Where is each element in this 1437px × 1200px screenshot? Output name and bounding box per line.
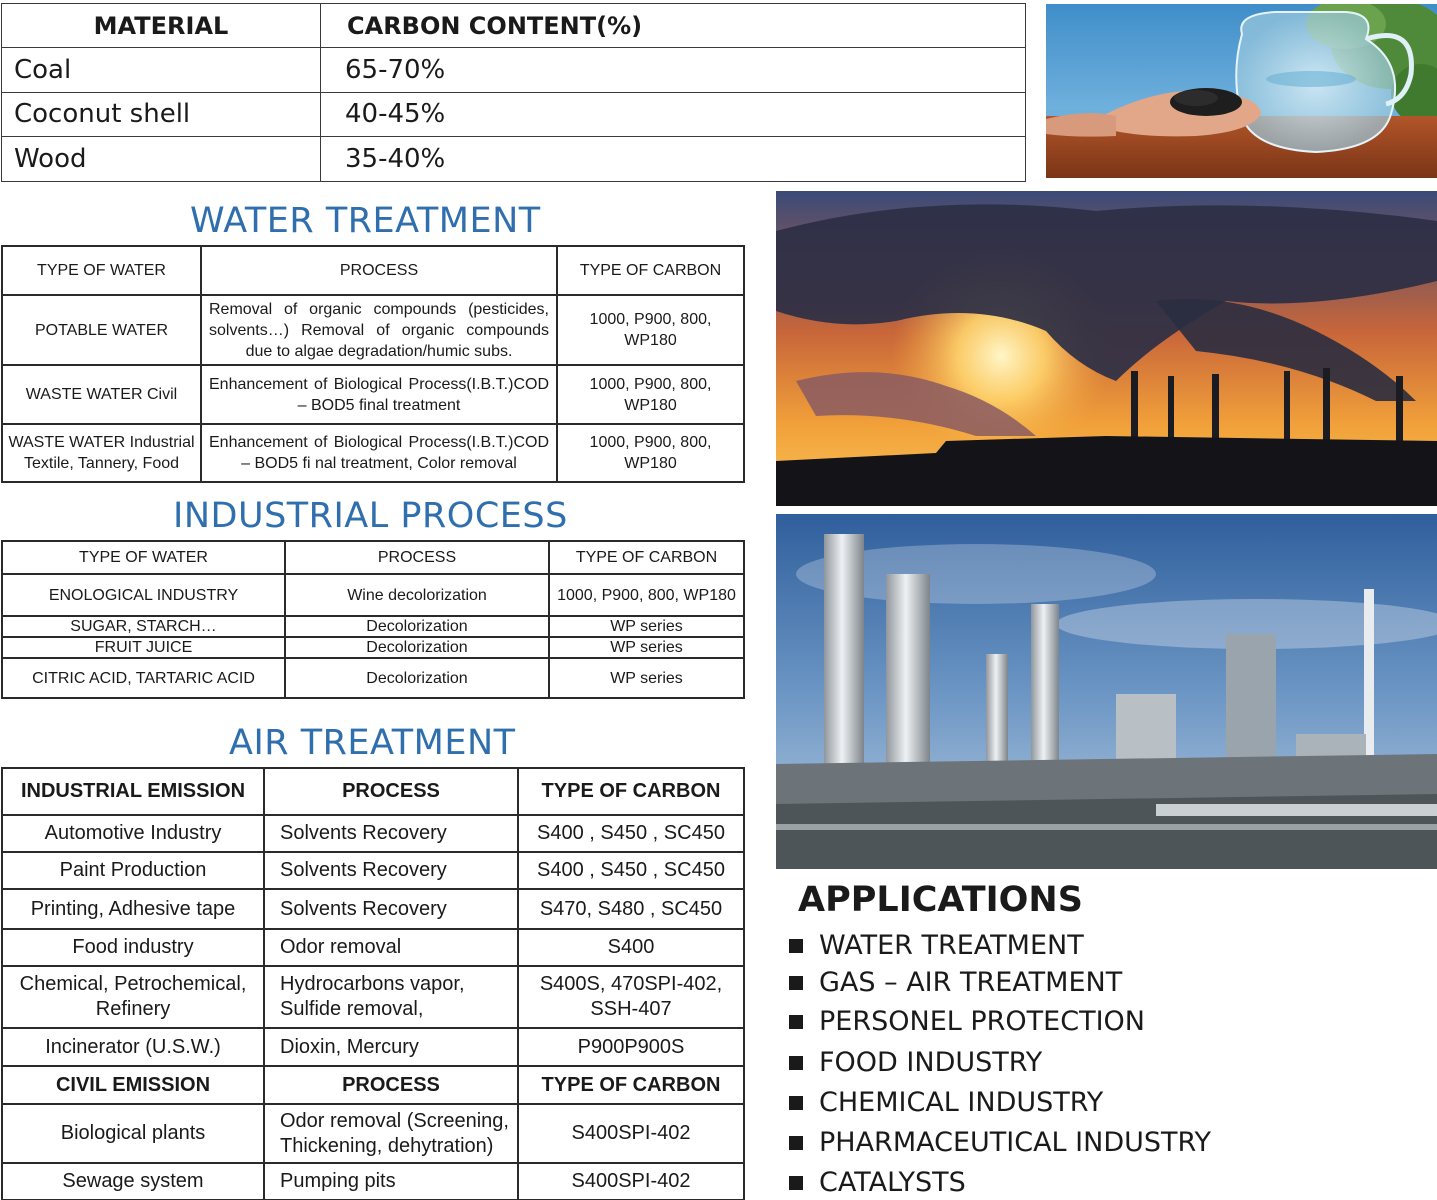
bullet-square-icon	[789, 1015, 803, 1029]
water-carbon-cell: 1000, P900, 800, WP180	[557, 365, 744, 424]
carbon-content-header: CARBON CONTENT(%)	[321, 4, 1026, 48]
industrial-process-cell: Decolorization	[285, 637, 549, 658]
air-process-cell: Solvents Recovery	[264, 815, 518, 852]
table-row	[2, 852, 744, 889]
application-item	[789, 1087, 1103, 1118]
industrial-carbon-cell: WP series	[549, 637, 744, 658]
table-row	[2, 48, 1026, 93]
industrial-type-cell: ENOLOGICAL INDUSTRY	[2, 574, 285, 616]
air-carbon-cell: S400	[518, 929, 744, 966]
material-cell: Coal	[2, 48, 321, 93]
application-label: CATALYSTS	[819, 1167, 966, 1198]
air-carbon-cell: S400S, 470SPI-402, SSH-407	[518, 966, 744, 1028]
water-type-cell: WASTE WATER Industrial Textile, Tannery, Food	[2, 424, 201, 482]
air-process-cell: Odor removal	[264, 929, 518, 966]
air-process-cell: Hydrocarbons vapor, Sulfide removal,	[264, 966, 518, 1028]
table-row	[2, 137, 1026, 182]
application-item	[789, 1006, 1145, 1037]
air-process-cell: Dioxin, Mercury	[264, 1028, 518, 1066]
table-row	[2, 574, 744, 616]
industrial-emission-header: INDUSTRIAL EMISSION	[2, 768, 264, 815]
air-process-cell: Odor removal (Screening, Thickening, dehytration)	[264, 1104, 518, 1163]
material-cell: Coconut shell	[2, 92, 321, 137]
table-row	[2, 424, 744, 482]
water-process-cell: Enhancement of Biological Process(I.B.T.)COD – BOD5 fi nal treatment, Color removal	[201, 424, 557, 482]
application-label: WATER TREATMENT	[819, 930, 1084, 961]
industrial-type-header: TYPE OF WATER	[2, 541, 285, 574]
industrial-carbon-cell: 1000, P900, 800, WP180	[549, 574, 744, 616]
civil-process-header: PROCESS	[264, 1066, 518, 1104]
emission-cell: Food industry	[2, 929, 264, 966]
water-carbon-cell: 1000, P900, 800, WP180	[557, 424, 744, 482]
application-item	[789, 1167, 966, 1198]
application-label: PHARMACEUTICAL INDUSTRY	[819, 1127, 1212, 1158]
air-process-header: PROCESS	[264, 768, 518, 815]
air-treatment-title: AIR TREATMENT	[229, 723, 516, 763]
water-type-cell: WASTE WATER Civil	[2, 365, 201, 424]
industrial-type-cell: FRUIT JUICE	[2, 637, 285, 658]
industrial-process-cell: Decolorization	[285, 658, 549, 698]
application-item	[789, 1047, 1042, 1078]
air-carbon-cell: S400 , S450 , SC450	[518, 815, 744, 852]
emission-cell: Automotive Industry	[2, 815, 264, 852]
table-row	[2, 966, 744, 1028]
table-row	[2, 295, 744, 365]
water-process-cell: Removal of organic compounds (pesticides, solvents…) Removal of organic compounds due to algae degradation/humic subs.	[201, 295, 557, 365]
bullet-square-icon	[789, 1176, 803, 1190]
carbon-content-cell: 65-70%	[321, 48, 1026, 93]
table-row	[2, 1028, 744, 1066]
industrial-carbon-header: TYPE OF CARBON	[549, 541, 744, 574]
water-carbon-header: TYPE OF CARBON	[557, 246, 744, 295]
material-carbon-table	[1, 3, 1026, 182]
emission-cell: Chemical, Petrochemical, Refinery	[2, 966, 264, 1028]
table-row	[2, 1163, 744, 1200]
industrial-process-cell: Wine decolorization	[285, 574, 549, 616]
bullet-square-icon	[789, 1136, 803, 1150]
water-type-cell: POTABLE WATER	[2, 295, 201, 365]
table-row	[2, 92, 1026, 137]
carbon-content-cell: 40-45%	[321, 92, 1026, 137]
air-process-cell: Solvents Recovery	[264, 889, 518, 929]
bullet-square-icon	[789, 1096, 803, 1110]
emission-cell: Printing, Adhesive tape	[2, 889, 264, 929]
air-process-cell: Solvents Recovery	[264, 852, 518, 889]
industrial-process-title: INDUSTRIAL PROCESS	[173, 496, 568, 536]
bullet-square-icon	[789, 1056, 803, 1070]
air-carbon-header: TYPE OF CARBON	[518, 768, 744, 815]
emission-cell: Paint Production	[2, 852, 264, 889]
air-process-cell: Pumping pits	[264, 1163, 518, 1200]
water-process-cell: Enhancement of Biological Process(I.B.T.)COD – BOD5 final treatment	[201, 365, 557, 424]
water-treatment-table	[1, 245, 745, 483]
table-row	[2, 1104, 744, 1163]
bullet-square-icon	[789, 939, 803, 953]
refinery-photo	[776, 514, 1437, 869]
application-label: CHEMICAL INDUSTRY	[819, 1087, 1104, 1118]
air-treatment-table	[1, 767, 745, 1200]
water-carbon-cell: 1000, P900, 800, WP180	[557, 295, 744, 365]
emission-cell: Biological plants	[2, 1104, 264, 1163]
air-carbon-cell: P900P900S	[518, 1028, 744, 1066]
table-row	[2, 616, 744, 637]
air-carbon-cell: S400SPI-402	[518, 1104, 744, 1163]
air-carbon-cell: S400 , S450 , SC450	[518, 852, 744, 889]
air-carbon-cell: S470, S480 , SC450	[518, 889, 744, 929]
industrial-process-table	[1, 540, 745, 699]
application-label: PERSONEL PROTECTION	[819, 1006, 1145, 1037]
material-cell: Wood	[2, 137, 321, 182]
industrial-type-cell: CITRIC ACID, TARTARIC ACID	[2, 658, 285, 698]
industrial-carbon-cell: WP series	[549, 616, 744, 637]
emission-cell: Incinerator (U.S.W.)	[2, 1028, 264, 1066]
civil-carbon-header: TYPE OF CARBON	[518, 1066, 744, 1104]
industrial-type-cell: SUGAR, STARCH…	[2, 616, 285, 637]
industrial-process-cell: Decolorization	[285, 616, 549, 637]
table-row	[2, 658, 744, 698]
air-carbon-cell: S400SPI-402	[518, 1163, 744, 1200]
water-process-header: PROCESS	[201, 246, 557, 295]
emission-cell: Sewage system	[2, 1163, 264, 1200]
table-row	[2, 889, 744, 929]
industrial-carbon-cell: WP series	[549, 658, 744, 698]
applications-title: APPLICATIONS	[798, 880, 1083, 920]
table-row	[2, 815, 744, 852]
material-header: MATERIAL	[2, 4, 321, 48]
bullet-square-icon	[789, 976, 803, 990]
industrial-process-header: PROCESS	[285, 541, 549, 574]
application-label: GAS – AIR TREATMENT	[819, 967, 1123, 998]
application-item	[789, 930, 1084, 961]
application-item	[789, 1127, 1211, 1158]
application-label: FOOD INDUSTRY	[819, 1047, 1043, 1078]
carbon-content-cell: 35-40%	[321, 137, 1026, 182]
water-type-header: TYPE OF WATER	[2, 246, 201, 295]
activated-carbon-photo	[1046, 4, 1437, 178]
water-treatment-title: WATER TREATMENT	[190, 201, 541, 241]
table-row	[2, 929, 744, 966]
application-item	[789, 967, 1122, 998]
table-row	[2, 365, 744, 424]
factory-sunset-photo	[776, 191, 1437, 506]
table-row	[2, 637, 744, 658]
civil-emission-header: CIVIL EMISSION	[2, 1066, 264, 1104]
